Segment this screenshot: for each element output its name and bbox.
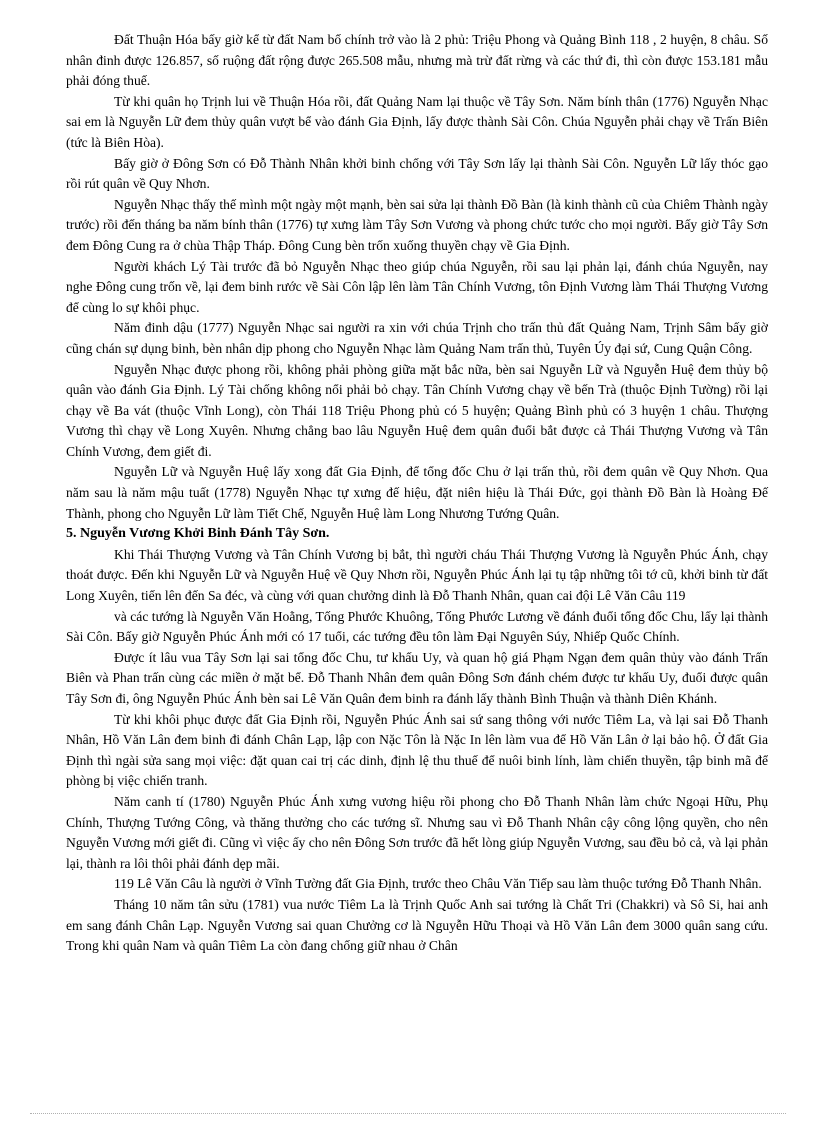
section-heading: 5. Nguyễn Vương Khởi Binh Đánh Tây Sơn.	[66, 526, 330, 542]
footnote-119: 119 Lê Văn Câu là người ở Vĩnh Tường đất Gia Định, trước theo Châu Văn Tiếp sau làm thuộc tướng Đỗ Thanh Nhân.	[114, 876, 762, 892]
paragraph-6: Năm đinh dậu (1777) Nguyễn Nhạc sai người ra xin với chúa Trịnh cho trấn thủ đất Quảng Nam, Trịnh Sâm bấy giờ cũng chán sự dụng binh, bèn nhân dịp phong cho Nguyễn Nhạc làm Quảng Nam trấn thủ, Tuyên Úy đại sứ, Cung Quận Công.	[66, 320, 768, 356]
paragraph-1: Đất Thuận Hóa bấy giờ kể từ đất Nam bố chính trở vào là 2 phủ: Triệu Phong và Quảng Bình 118 , 2 huyện, 8 châu. Số nhân đinh được 126.857, số ruộng đất rộng được 265.508 mẫu, nhưng mà trừ đất rừng và các thứ đi, thì còn được 153.181 mẫu phải đóng thuế.	[66, 32, 768, 89]
paragraph-14: Tháng 10 năm tân sửu (1781) vua nước Tiêm La là Trịnh Quốc Anh sai tướng là Chất Tri (Chakkri) và Sô Si, hai anh em sang đánh Chân Lạp. Nguyễn Vương sai quan Chưởng cơ là Nguyễn Hữu Thoại và Hồ Văn Lân đem 3000 quân sang cứu. Trong khi quân Nam và quân Tiêm La còn đang chống giữ nhau ở Chân	[66, 896, 768, 954]
paragraph-2: Từ khi quân họ Trịnh lui về Thuận Hóa rồi, đất Quảng Nam lại thuộc về Tây Sơn. Năm bính thân (1776) Nguyễn Nhạc sai em là Nguyễn Lữ đem thủy quân vượt bể vào đánh Gia Định, lấy được thành Sài Côn. Chúa Nguyễn phải chạy về Trấn Biên (tức là Biên Hòa).	[66, 93, 768, 150]
document-page	[66, 30, 768, 957]
paragraph-7: Nguyễn Nhạc được phong rồi, không phải phòng giữa mặt bắc nữa, bèn sai Nguyễn Lữ và Nguyễn Huệ đem thủy bộ quân vào đánh Gia Định. Lý Tài chống không nổi phải bỏ chạy. Tân Chính Vương chạy về bến Trà (thuộc Định Tường) rồi lại chạy về Ba vát (thuộc Vĩnh Long), còn Thái 118 Triệu Phong phủ có 5 huyện; Quảng Bình phủ có 3 huyện 1 châu. Thượng Vương thì chạy về Long Xuyên. Nhưng chẳng bao lâu Nguyễn Huệ đem quân đuổi bắt được cả Thái Thượng Vương và Tân Chính Vương, đem giết đi.	[66, 361, 768, 459]
paragraph-4: Nguyễn Nhạc thấy thế mình một ngày một mạnh, bèn sai sửa lại thành Đồ Bàn (là kinh thành cũ của Chiêm Thành ngày trước) rồi đến tháng ba năm bính thân (1776) tự xưng làm Tây Sơn Vương và phong chức tước cho mọi người. Bấy giờ Tây Sơn đem Đông Cung ra ở chùa Thập Tháp. Đông Cung bèn trốn xuống thuyền chạy về Gia Định.	[66, 196, 768, 253]
paragraph-3: Bấy giờ ở Đông Sơn có Đỗ Thành Nhân khởi binh chống với Tây Sơn lấy lại thành Sài Côn. Nguyễn Lữ lấy thóc gạo rồi rút quân về Quy Nhơn.	[66, 155, 768, 192]
paragraph-8: Nguyễn Lữ và Nguyễn Huệ lấy xong đất Gia Định, để tổng đốc Chu ở lại trấn thủ, rồi đem quân về Quy Nhơn. Qua năm sau là năm mậu tuất (1778) Nguyễn Nhạc tự xưng đế hiệu, đặt niên hiệu là Thái Đức, gọi thành Đồ Bàn là Hoàng Đế Thành, phong cho Nguyễn Lữ làm Tiết Chế, Nguyễn Huệ làm Long Nhương Tướng Quân.	[66, 464, 768, 521]
paragraph-5: Người khách Lý Tài trước đã bỏ Nguyễn Nhạc theo giúp chúa Nguyễn, rồi sau lại phản lại, đánh chúa Nguyễn, nay nghe Đông cung trốn về, lại đem binh rước về Sài Côn lập lên làm Tân Chính Vương, tôn Định Vương làm Thái Thượng Vương để cùng lo sự khôi phục.	[66, 258, 768, 315]
paragraph-12: Từ khi khôi phục được đất Gia Định rồi, Nguyễn Phúc Ánh sai sứ sang thông với nước Tiêm La, và lại sai Đỗ Thanh Nhân, Hồ Văn Lân đem binh đi đánh Chân Lạp, lập con Nặc Tôn là Nặc In lên làm vua để Hồ Văn Lân ở lại bảo hộ. Ở đất Gia Định thì ngài sửa sang mọi việc: đặt quan cai trị các dinh, định lệ thu thuế để nuôi binh lính, làm chiến thuyền, tập binh mã để phòng bị việc chiến tranh.	[66, 711, 768, 789]
paragraph-11: Được ít lâu vua Tây Sơn lại sai tổng đốc Chu, tư khấu Uy, và quan hộ giá Phạm Ngạn đem quân thủy vào đánh Trấn Biên và Phan trấn cùng các miền ở mặt bể. Đỗ Thanh Nhân đem quân Đông Sơn đánh chém được tư khấu Uy, đuổi được quân Tây Sơn đi, ông Nguyễn Phúc Ánh bèn sai Lê Văn Quân đem binh ra đánh lấy thành Bình Thuận và thành Diên Khánh.	[66, 649, 768, 706]
paragraph-9: Khi Thái Thượng Vương và Tân Chính Vương bị bắt, thì người cháu Thái Thượng Vương là Nguyễn Phúc Ánh, chạy thoát được. Đến khi Nguyễn Lữ và Nguyễn Huệ về Quy Nhơn rồi, Nguyễn Phúc Ánh lại tụ tập những tôi tớ cũ, khởi binh từ đất Long Xuyên, tiến lên đến Sa đéc, và cùng với quan chưởng dinh là Đỗ Thanh Nhân, quan cai đội Lê Văn Câu 119	[66, 546, 768, 604]
paragraph-13: Năm canh tí (1780) Nguyễn Phúc Ánh xưng vương hiệu rồi phong cho Đỗ Thanh Nhân làm chức Ngoại Hữu, Phụ Chính, Thượng Tướng Công, và thăng thưởng cho các tướng sĩ. Nhưng sau vì Đỗ Thanh Nhân cậy công lộng quyền, cho nên Nguyễn Vương mới giết đi. Cũng vì việc ấy cho nên Đông Sơn trước đã hết lòng giúp Nguyễn Vương, sau đều bỏ cả, và lại phản lại, thành ra lôi thôi phải đánh dẹp mãi.	[66, 793, 768, 871]
page-bottom-divider	[30, 1113, 786, 1114]
paragraph-10: và các tướng là Nguyễn Văn Hoằng, Tống Phước Khuông, Tống Phước Lương về đánh đuổi tổng đốc Chu, lấy lại thành Sài Côn. Bấy giờ Nguyễn Phúc Ánh mới có 17 tuổi, các tướng đều tôn làm Đại Nguyên Súy, Nhiếp Quốc Chính.	[66, 608, 768, 645]
